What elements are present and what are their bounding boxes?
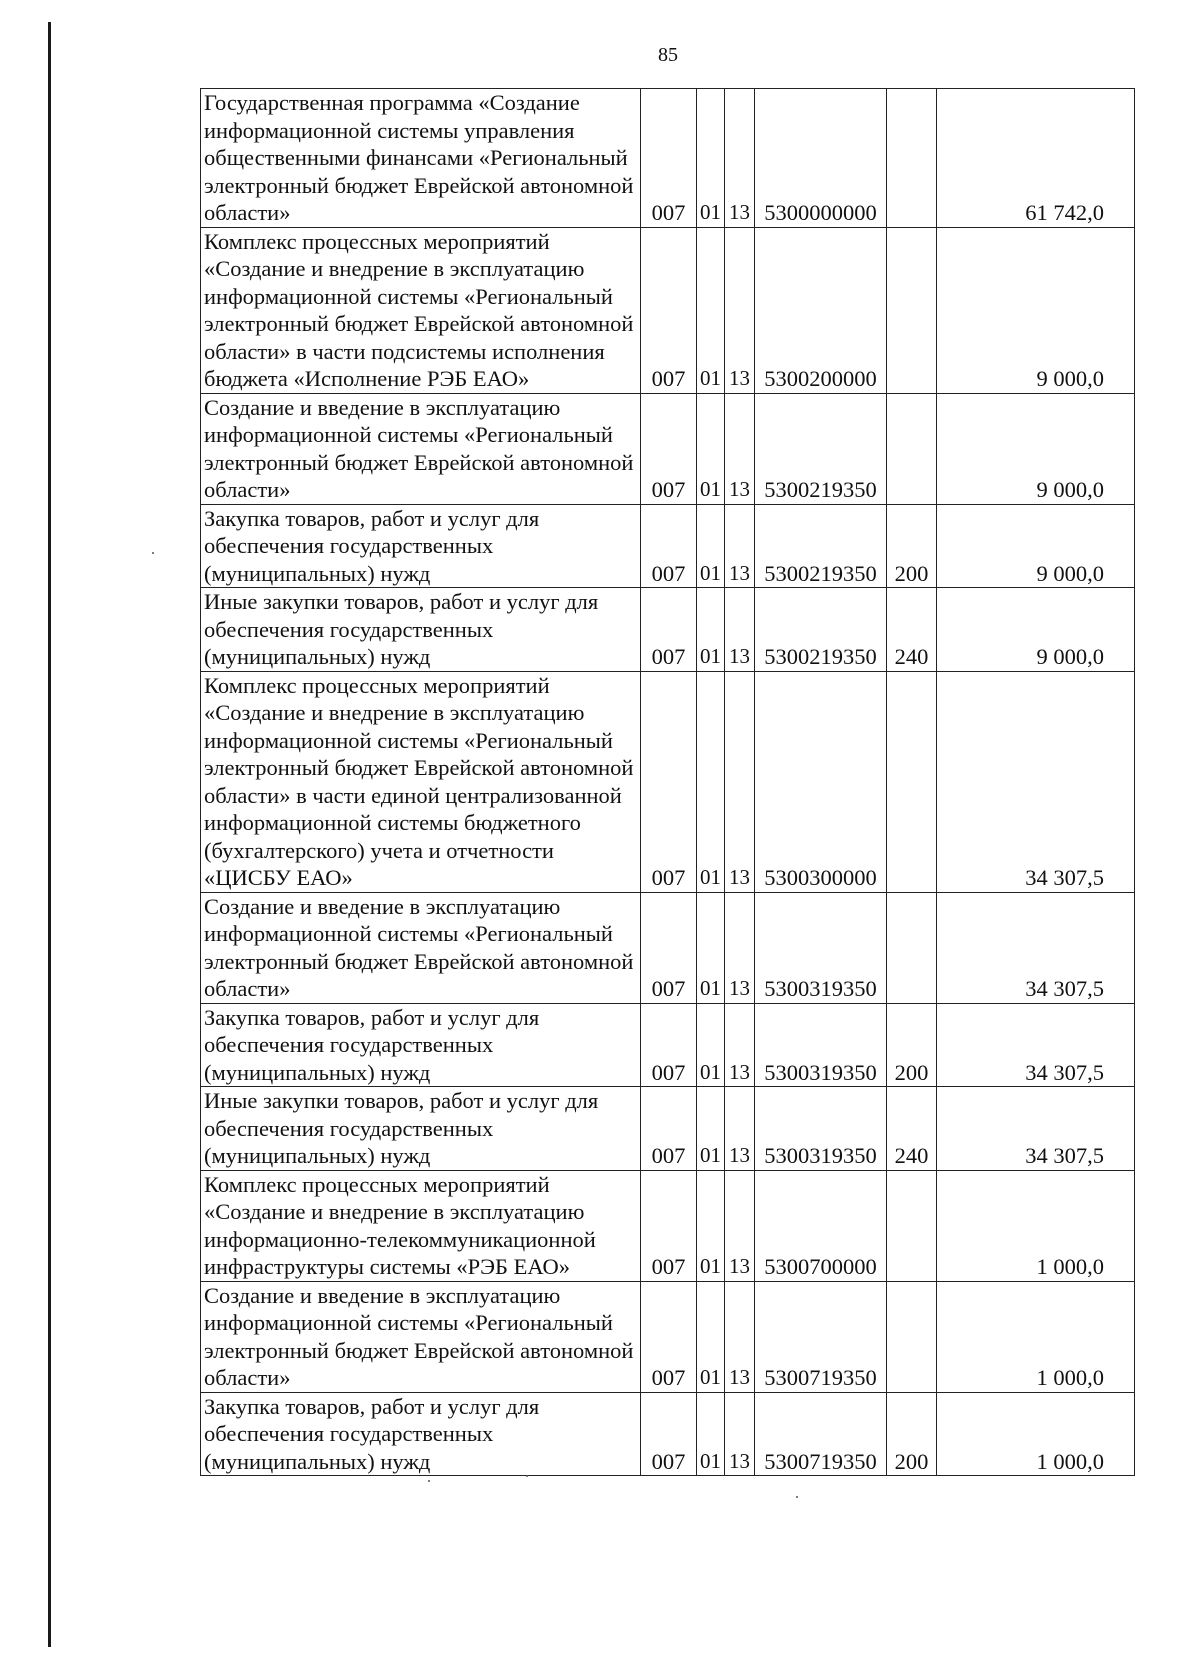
row-rz-cell: 01 (697, 588, 725, 672)
table-row (201, 504, 1135, 588)
row-csr-cell: 5300719350 (755, 1392, 887, 1476)
row-pr-cell: 13 (725, 892, 755, 1003)
row-ved-cell: 007 (641, 227, 697, 393)
table-row (201, 892, 1135, 1003)
row-rz-cell: 01 (697, 1087, 725, 1171)
row-pr-cell: 13 (725, 1003, 755, 1087)
row-vr-cell: 200 (887, 1003, 937, 1087)
row-vr-cell (887, 671, 937, 892)
row-vr-cell (887, 393, 937, 504)
row-ved-cell: 007 (641, 1170, 697, 1281)
table-row (201, 1281, 1135, 1392)
row-sum-cell: 34 307,5 (937, 671, 1135, 892)
row-vr-cell (887, 1281, 937, 1392)
row-name-cell: Комплекс процессных мероприятий «Создание и внедрение в эксплуатацию информационно-телекоммуникационной инфраструктуры системы «РЭБ ЕАО» (201, 1170, 641, 1281)
row-vr-cell: 200 (887, 504, 937, 588)
row-pr-cell: 13 (725, 588, 755, 672)
row-rz-cell: 01 (697, 1392, 725, 1476)
row-vr-cell (887, 892, 937, 1003)
table-row (201, 1392, 1135, 1476)
table-row (201, 1170, 1135, 1281)
row-name-cell: Закупка товаров, работ и услуг для обеспечения государственных (муниципальных) нужд (201, 1003, 641, 1087)
row-sum-cell: 9 000,0 (937, 588, 1135, 672)
table-row (201, 588, 1135, 672)
row-vr-cell: 240 (887, 588, 937, 672)
row-vr-cell: 240 (887, 1087, 937, 1171)
scan-speck (428, 1480, 430, 1482)
row-name-cell: Комплекс процессных мероприятий «Создание и внедрение в эксплуатацию информационной системы «Региональный электронный бюджет Еврейской автономной области» в части подсистемы исполнения бюджета «Исполнение РЭБ ЕАО» (201, 227, 641, 393)
row-sum-cell: 34 307,5 (937, 892, 1135, 1003)
row-csr-cell: 5300219350 (755, 588, 887, 672)
row-vr-cell: 200 (887, 1392, 937, 1476)
budget-table-body (201, 89, 1135, 1476)
row-name-cell: Закупка товаров, работ и услуг для обеспечения государственных (муниципальных) нужд (201, 504, 641, 588)
scan-speck (152, 552, 154, 554)
row-sum-cell: 1 000,0 (937, 1392, 1135, 1476)
row-vr-cell (887, 227, 937, 393)
table-row (201, 1087, 1135, 1171)
row-pr-cell: 13 (725, 1170, 755, 1281)
row-vr-cell (887, 1170, 937, 1281)
row-sum-cell: 34 307,5 (937, 1087, 1135, 1171)
row-pr-cell: 13 (725, 89, 755, 228)
row-sum-cell: 61 742,0 (937, 89, 1135, 228)
row-csr-cell: 5300219350 (755, 504, 887, 588)
row-rz-cell: 01 (697, 393, 725, 504)
row-ved-cell: 007 (641, 671, 697, 892)
row-rz-cell: 01 (697, 1003, 725, 1087)
row-ved-cell: 007 (641, 1003, 697, 1087)
row-csr-cell: 5300319350 (755, 1087, 887, 1171)
table-row (201, 89, 1135, 228)
row-rz-cell: 01 (697, 504, 725, 588)
table-row (201, 671, 1135, 892)
row-csr-cell: 5300200000 (755, 227, 887, 393)
row-rz-cell: 01 (697, 1281, 725, 1392)
row-pr-cell: 13 (725, 227, 755, 393)
row-name-cell: Создание и введение в эксплуатацию информационной системы «Региональный электронный бюджет Еврейской автономной области» (201, 892, 641, 1003)
row-ved-cell: 007 (641, 588, 697, 672)
row-sum-cell: 9 000,0 (937, 227, 1135, 393)
row-name-cell: Создание и введение в эксплуатацию информационной системы «Региональный электронный бюджет Еврейской автономной области» (201, 393, 641, 504)
scan-speck (526, 1475, 528, 1477)
row-rz-cell: 01 (697, 89, 725, 228)
row-rz-cell: 01 (697, 227, 725, 393)
row-rz-cell: 01 (697, 1170, 725, 1281)
row-csr-cell: 5300219350 (755, 393, 887, 504)
row-rz-cell: 01 (697, 892, 725, 1003)
row-csr-cell: 5300719350 (755, 1281, 887, 1392)
row-ved-cell: 007 (641, 393, 697, 504)
row-pr-cell: 13 (725, 393, 755, 504)
row-csr-cell: 5300700000 (755, 1170, 887, 1281)
page-number: 85 (658, 44, 678, 66)
table-row (201, 227, 1135, 393)
row-csr-cell: 5300319350 (755, 892, 887, 1003)
scan-binding-edge (48, 22, 51, 1647)
row-ved-cell: 007 (641, 892, 697, 1003)
row-pr-cell: 13 (725, 671, 755, 892)
row-ved-cell: 007 (641, 89, 697, 228)
row-csr-cell: 5300319350 (755, 1003, 887, 1087)
row-sum-cell: 1 000,0 (937, 1281, 1135, 1392)
row-pr-cell: 13 (725, 1281, 755, 1392)
row-rz-cell: 01 (697, 671, 725, 892)
row-ved-cell: 007 (641, 1281, 697, 1392)
row-pr-cell: 13 (725, 1087, 755, 1171)
row-pr-cell: 13 (725, 1392, 755, 1476)
row-name-cell: Иные закупки товаров, работ и услуг для обеспечения государственных (муниципальных) нужд (201, 1087, 641, 1171)
table-row (201, 393, 1135, 504)
row-vr-cell (887, 89, 937, 228)
row-sum-cell: 9 000,0 (937, 393, 1135, 504)
row-name-cell: Закупка товаров, работ и услуг для обеспечения государственных (муниципальных) нужд (201, 1392, 641, 1476)
row-ved-cell: 007 (641, 1392, 697, 1476)
row-sum-cell: 9 000,0 (937, 504, 1135, 588)
row-csr-cell: 5300300000 (755, 671, 887, 892)
row-pr-cell: 13 (725, 504, 755, 588)
row-sum-cell: 34 307,5 (937, 1003, 1135, 1087)
row-name-cell: Государственная программа «Создание информационной системы управления общественными финансами «Региональный электронный бюджет Еврейской автономной области» (201, 89, 641, 228)
row-sum-cell: 1 000,0 (937, 1170, 1135, 1281)
scan-speck (796, 1496, 798, 1498)
row-ved-cell: 007 (641, 1087, 697, 1171)
table-row (201, 1003, 1135, 1087)
budget-table (200, 88, 1135, 1476)
row-name-cell: Иные закупки товаров, работ и услуг для обеспечения государственных (муниципальных) нужд (201, 588, 641, 672)
row-csr-cell: 5300000000 (755, 89, 887, 228)
row-ved-cell: 007 (641, 504, 697, 588)
row-name-cell: Создание и введение в эксплуатацию информационной системы «Региональный электронный бюджет Еврейской автономной области» (201, 1281, 641, 1392)
row-name-cell: Комплекс процессных мероприятий «Создание и внедрение в эксплуатацию информационной системы «Региональный электронный бюджет Еврейской автономной области» в части единой централизованной информационной системы бюджетного (бухгалтерского) учета и отчетности «ЦИСБУ ЕАО» (201, 671, 641, 892)
